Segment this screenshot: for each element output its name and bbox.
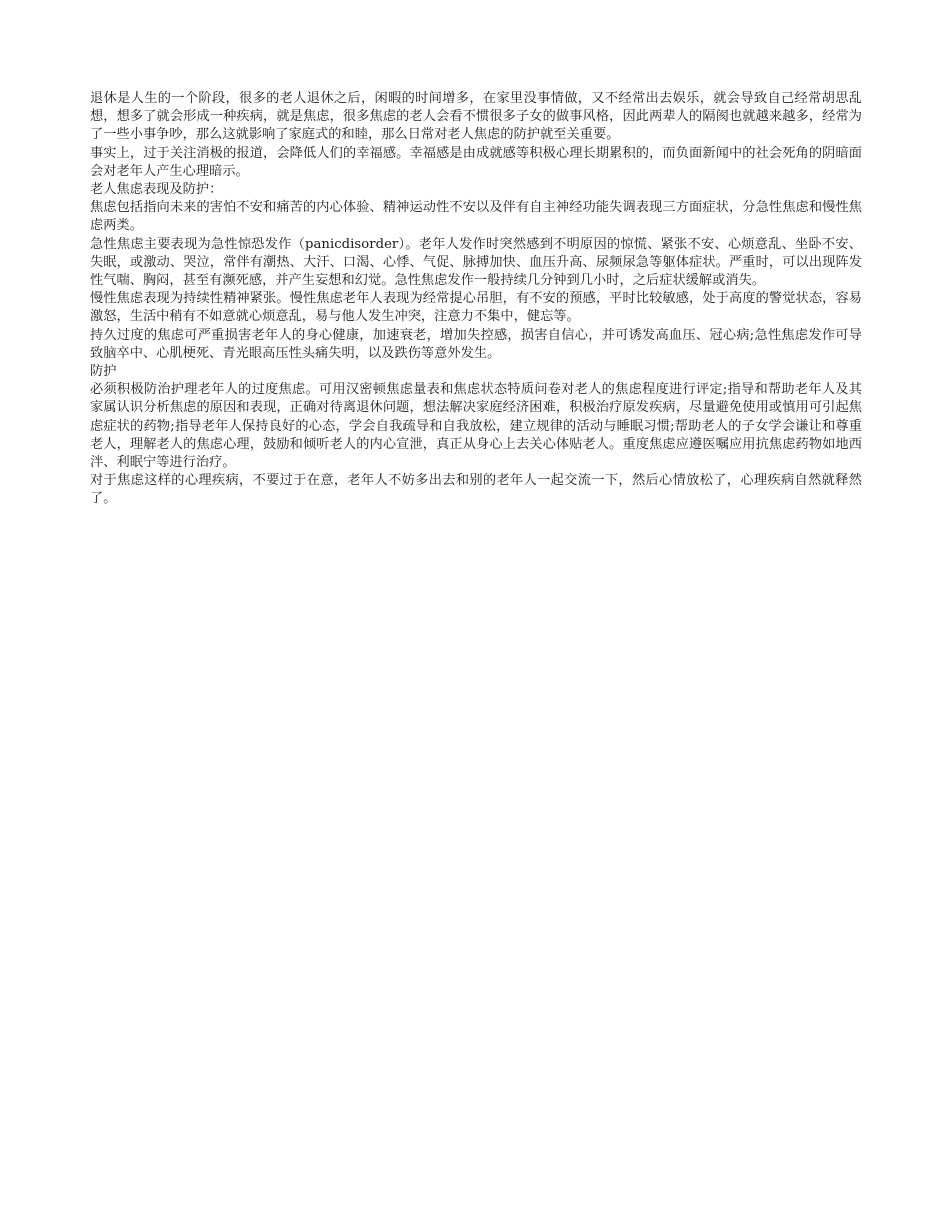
section-heading-protection: 防护 [90, 364, 117, 380]
section-heading-symptoms: 老人焦虑表现及防护： [90, 182, 223, 198]
paragraph-acute-anxiety: 急性焦虑主要表现为急性惊恐发作（panicdisorder）。老年人发作时突然感到不明原因的惊慌、紧张不安、心烦意乱、坐卧不安、失眠，或激动、哭泣，常伴有潮热、大汗、口渴、心悸、气促、脉搏加快、血压升高、尿频尿急等躯体症状。严重时，可以出现阵发性气喘、胸闷，甚至有濒死感，并产生妄想和幻觉。急性焦虑发作一般持续几分钟到几小时，之后症状缓解或消失。 [90, 236, 862, 289]
paragraph-chronic-anxiety: 慢性焦虑表现为持续性精神紧张。慢性焦虑老年人表现为经常提心吊胆，有不安的预感，平时比较敏感，处于高度的警觉状态，容易激怒，生活中稍有不如意就心烦意乱，易与他人发生冲突，注意力不集中，健忘等。 [90, 291, 862, 325]
paragraph-intro: 退休是人生的一个阶段，很多的老人退休之后，闲暇的时间增多，在家里没事情做，又不经常出去娱乐，就会导致自己经常胡思乱想，想多了就会形成一种疾病，就是焦虑，很多焦虑的老人会看不惯很多子女的做事风格，因此两辈人的隔阂也就越来越多，经常为了一些小事争吵，那么这就影响了家庭式的和睦，那么日常对老人焦虑的防护就至关重要。 [90, 91, 862, 143]
paragraph-conclusion: 对于焦虑这样的心理疾病，不要过于在意，老年人不妨多出去和别的老年人一起交流一下，然后心情放松了，心理疾病自然就释然了。 [90, 473, 862, 507]
document-body [90, 90, 862, 509]
paragraph-health-damage: 持久过度的焦虑可严重损害老年人的身心健康，加速衰老，增加失控感，损害自信心，并可诱发高血压、冠心病;急性焦虑发作可导致脑卒中、心肌梗死、青光眼高压性头痛失明，以及跌伤等意外发生。 [90, 327, 862, 361]
paragraph-anxiety-definition: 焦虑包括指向未来的害怕不安和痛苦的内心体验、精神运动性不安以及伴有自主神经功能失调表现三方面症状，分急性焦虑和慢性焦虑两类。 [90, 200, 862, 234]
paragraph-protection-measures: 必须积极防治护理老年人的过度焦虑。可用汉密顿焦虑量表和焦虑状态特质问卷对老人的焦虑程度进行评定;指导和帮助老年人及其家属认识分析焦虑的原因和表现，正确对待离退休问题，想法解决家庭经济困难，积极治疗原发疾病，尽量避免使用或慎用可引起焦虑症状的药物;指导老年人保持良好的心态，学会自我疏导和自我放松，建立规律的活动与睡眠习惯;帮助老人的子女学会谦让和尊重老人，理解老人的焦虑心理，鼓励和倾听老人的内心宣泄，真正从身心上去关心体贴老人。重度焦虑应遵医嘱应用抗焦虑药物如地西泮、利眠宁等进行治疗。 [90, 382, 862, 471]
paragraph-news-effect: 事实上，过于关注消极的报道，会降低人们的幸福感。幸福感是由成就感等积极心理长期累积的，而负面新闻中的社会死角的阴暗面会对老年人产生心理暗示。 [90, 145, 862, 179]
